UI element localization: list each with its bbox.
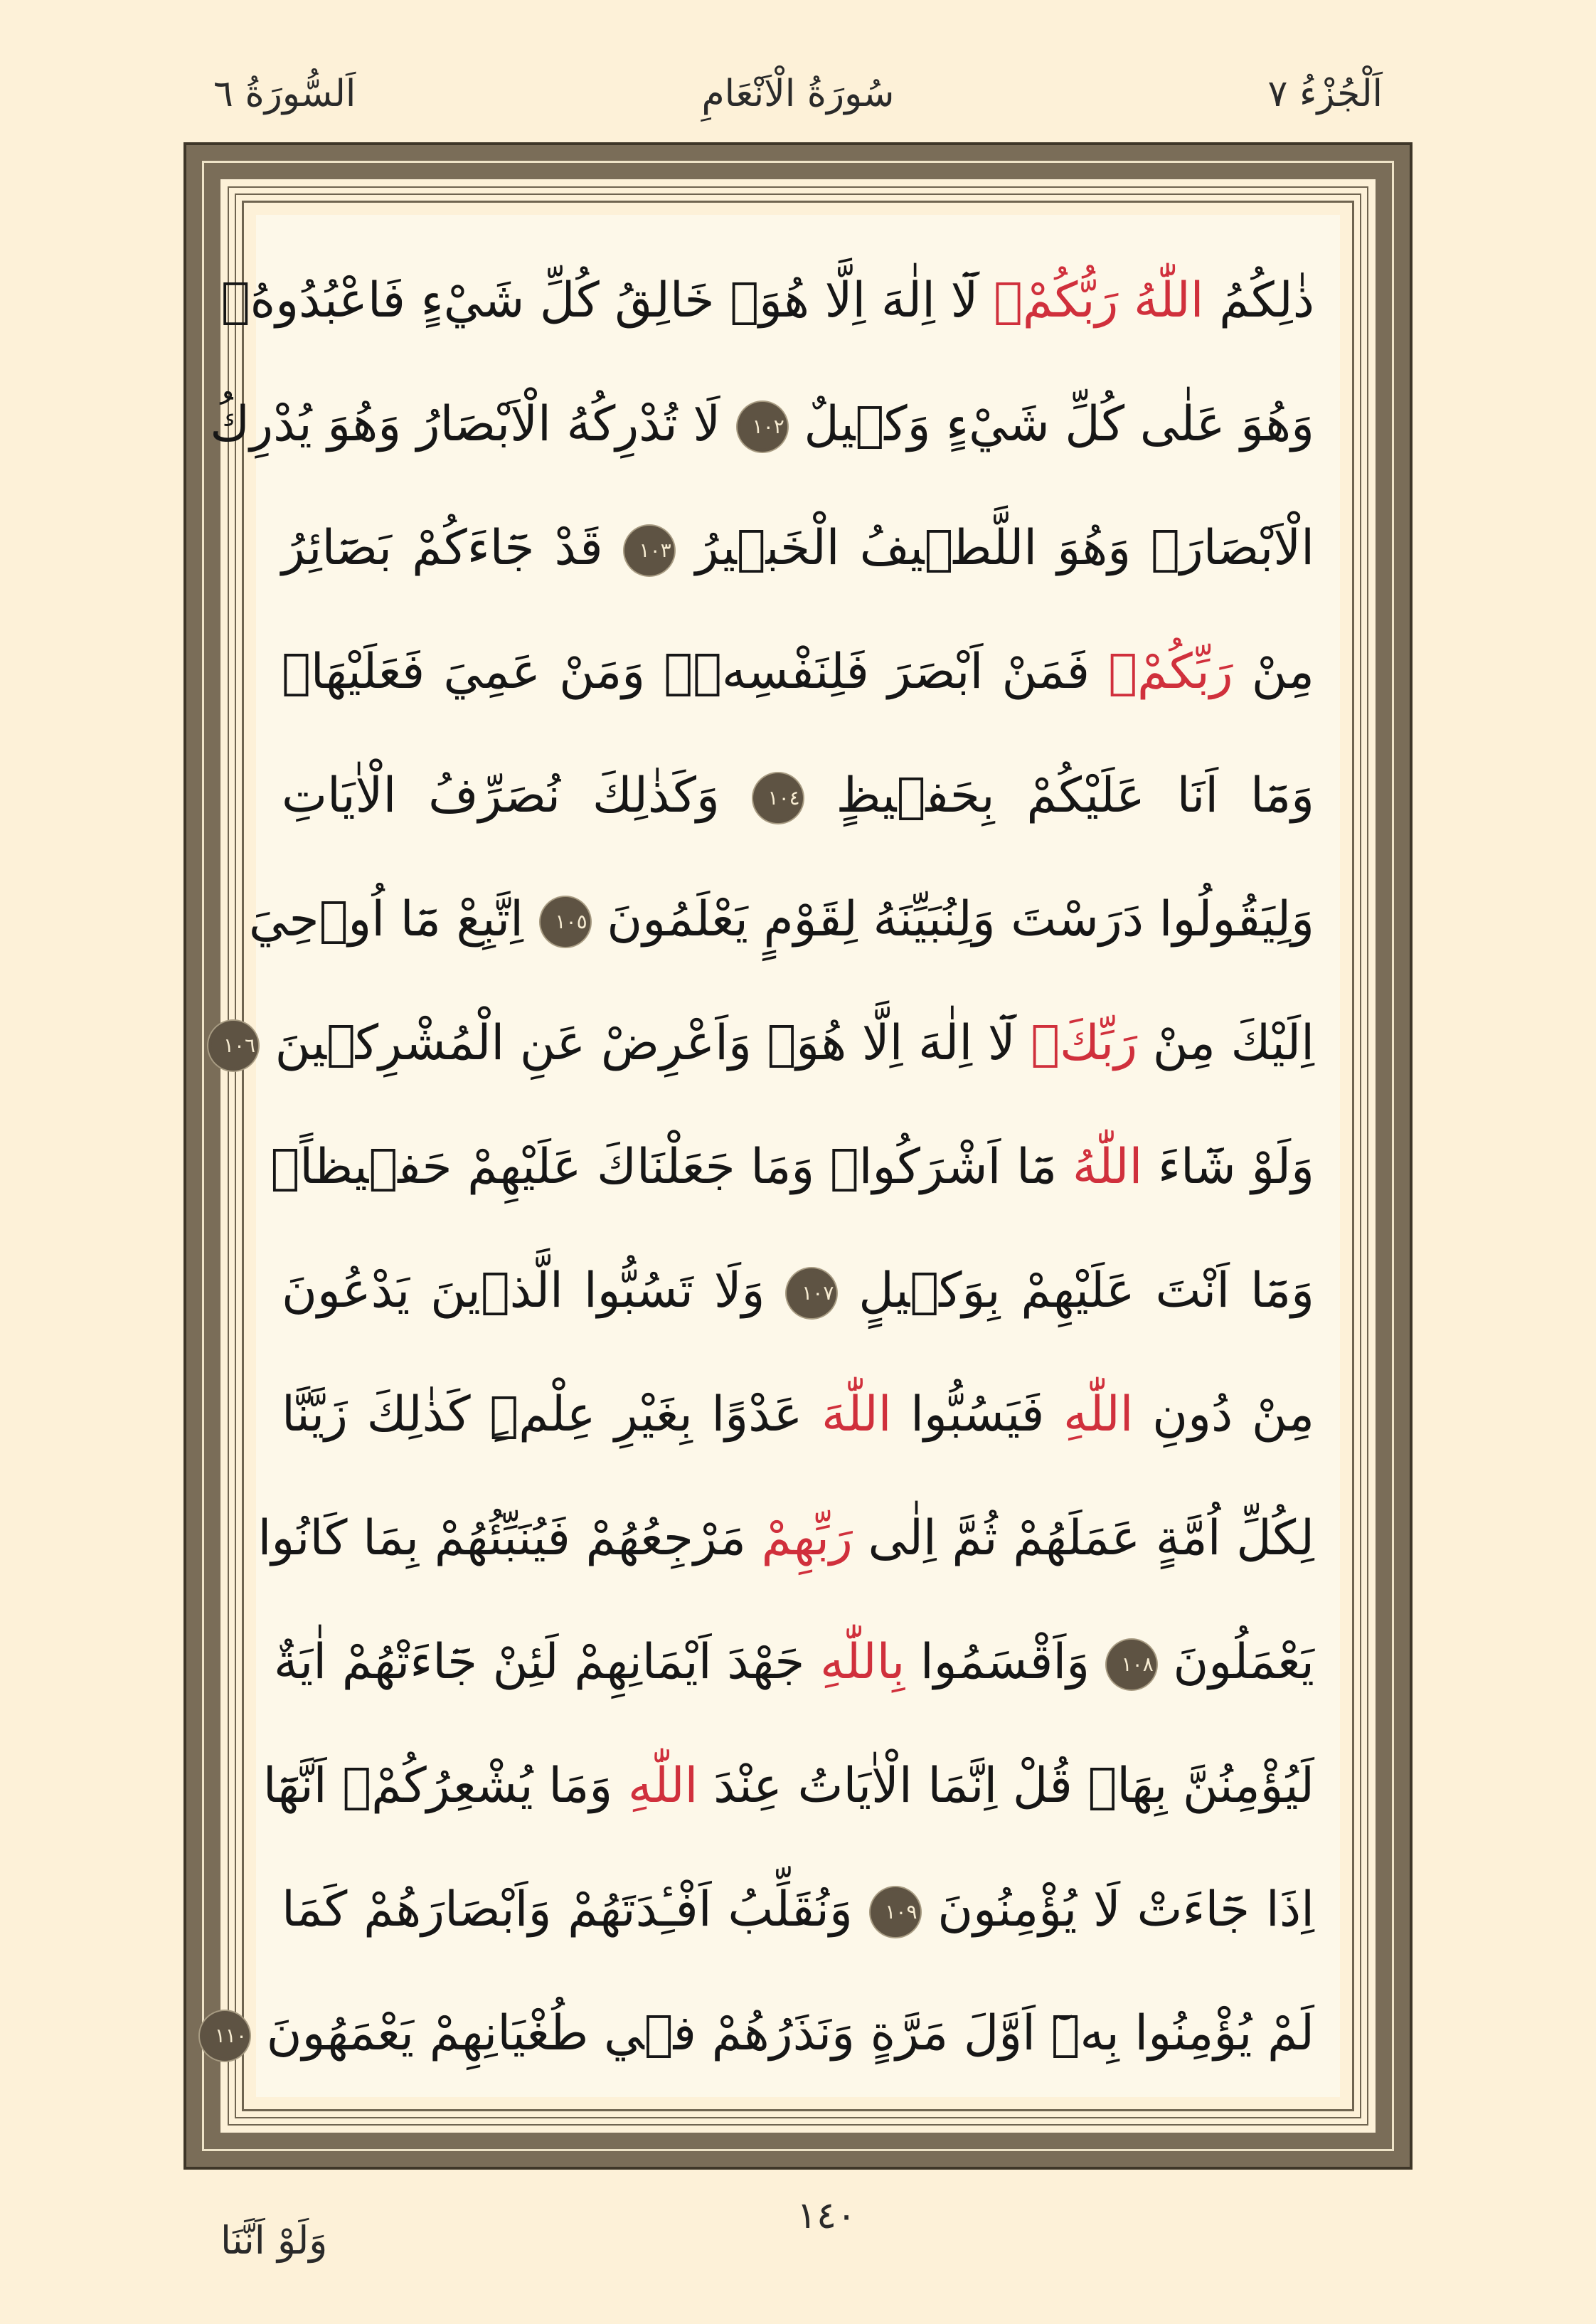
text-line bbox=[282, 1229, 1314, 1353]
verse-text: لَيُؤْمِنُنَّ بِهَاۜ قُلْ اِنَّمَا الْاٰيَاتُ عِنْدَ bbox=[698, 1758, 1314, 1814]
surah-number-label: اَلسُّورَةُ ٦ bbox=[213, 73, 356, 115]
verse-text: عَدْوًا بِغَيْرِ عِلْمٍۜ كَذٰلِكَ زَيَّنَّا bbox=[282, 1386, 821, 1443]
ayah-number-marker: ١٠٤ bbox=[756, 776, 800, 820]
verse-text: لَا تُدْرِكُهُ الْاَبْصَارُ وَهُوَ يُدْرِكُ bbox=[210, 396, 736, 452]
verse-text: وَنُقَلِّبُ اَفْـِٔدَتَهُمْ وَاَبْصَارَهُمْ كَمَا bbox=[282, 1882, 869, 1938]
page-number: ١٤٠ bbox=[797, 2195, 856, 2237]
divine-name-text: اللّٰهُ رَبُّكُمْۚ bbox=[993, 272, 1204, 329]
verse-text: لِكُلِّ اُمَّةٍ عَمَلَهُمْ ثُمَّ اِلٰى bbox=[852, 1510, 1314, 1566]
verse-text: لَٓا اِلٰهَ اِلَّا هُوَۚ وَاَعْرِضْ عَنِ الْمُشْرِكٖينَ bbox=[260, 1015, 1031, 1071]
verse-text: ذٰلِكُمُ bbox=[1203, 272, 1314, 329]
page-header bbox=[0, 58, 1596, 137]
verse-text: فَمَنْ اَبْصَرَ فَلِنَفْسِهٖۚ وَمَنْ عَمِيَ فَعَلَيْهَاۜ bbox=[282, 644, 1109, 700]
ayah-number-marker: ١٠٨ bbox=[1110, 1643, 1154, 1687]
text-line bbox=[282, 1848, 1314, 1972]
verse-text: وَمَٓا اَنْتَ عَلَيْهِمْ بِوَكٖيلٍ bbox=[838, 1263, 1314, 1319]
verse-text: مَٓا اَشْرَكُواۜ وَمَا جَعَلْنَاكَ عَلَيْهِمْ حَفٖيظاًۚ bbox=[270, 1139, 1073, 1195]
verse-text: لَمْ يُؤْمِنُوا بِهٖٓ اَوَّلَ مَرَّةٍ وَنَذَرُهُمْ فٖي طُغْيَانِهِمْ يَعْمَهُونَ bbox=[251, 2005, 1314, 2062]
text-line bbox=[248, 858, 1314, 982]
divine-name-text: اللّٰهَ bbox=[821, 1386, 892, 1443]
juz-label: اَلْجُزْءُ ٧ bbox=[1267, 73, 1383, 115]
verse-text: اِتَّبِعْ مَٓا اُو۫حِيَ bbox=[248, 891, 539, 948]
verse-text: وَلَوْ شَٓاءَ bbox=[1142, 1139, 1314, 1195]
text-line bbox=[223, 982, 1314, 1105]
text-line bbox=[262, 1724, 1314, 1848]
verse-text: مِنْ دُونِ bbox=[1133, 1386, 1315, 1443]
text-line bbox=[220, 239, 1314, 363]
divine-name-text: اللّٰهِ bbox=[627, 1758, 698, 1814]
divine-name-text: رَبِّكُمْۚ bbox=[1108, 644, 1233, 700]
divine-name-text: اللّٰهِ bbox=[1063, 1386, 1134, 1443]
ayah-number-marker: ١٠٩ bbox=[873, 1890, 917, 1934]
verse-text: مِنْ bbox=[1233, 644, 1314, 700]
surah-title: سُورَةُ الْاَنْعَامِ bbox=[701, 73, 895, 115]
ayah-number-marker: ١٠٣ bbox=[627, 529, 671, 573]
ayah-number-marker: ١١٠ bbox=[203, 2014, 247, 2058]
text-line bbox=[210, 363, 1314, 487]
verse-text: مَرْجِعُهُمْ فَيُنَبِّئُهُمْ بِمَا كَانُوا bbox=[257, 1510, 762, 1566]
catchword: وَلَوْ اَنَّنَا bbox=[220, 2218, 328, 2263]
verse-text: اِذَا جَٓاءَتْ لَا يُؤْمِنُونَ bbox=[921, 1882, 1314, 1938]
verse-text: وَهُوَ عَلٰى كُلِّ شَيْءٍ وَكٖيلٌ bbox=[788, 396, 1314, 452]
text-line bbox=[282, 734, 1314, 858]
verse-text: وَمَا يُشْعِرُكُمْۙ اَنَّهَٓا bbox=[262, 1758, 628, 1814]
divine-name-text: بِاللّٰهِ bbox=[819, 1634, 905, 1690]
text-line bbox=[282, 487, 1314, 610]
frame-band bbox=[210, 179, 1376, 2133]
verse-text: وَلِيَقُولُوا دَرَسْتَ وَلِنُبَيِّنَهُ لِقَوْمٍ يَعْلَمُونَ bbox=[591, 891, 1314, 948]
verse-text: قَدْ جَٓاءَكُمْ بَصَٓائِرُ bbox=[282, 520, 623, 576]
text-line bbox=[282, 1353, 1314, 1477]
text-line bbox=[257, 1477, 1314, 1601]
verse-text: فَيَسُبُّوا bbox=[891, 1386, 1063, 1443]
quran-text-block bbox=[210, 215, 1340, 2097]
verse-text: يَعْمَلُونَ bbox=[1157, 1634, 1314, 1690]
ayah-number-marker: ١٠٧ bbox=[789, 1271, 834, 1315]
verse-text: لَٓا اِلٰهَ اِلَّا هُوَۚ خَالِقُ كُلِّ شَيْءٍ فَاعْبُدُوهُۚ bbox=[220, 272, 994, 329]
verse-text: وَكَذٰلِكَ نُصَرِّفُ الْاٰيَاتِ bbox=[282, 768, 752, 824]
divine-name-text: اللّٰهُ bbox=[1072, 1139, 1143, 1195]
ornamental-frame bbox=[183, 142, 1413, 2170]
divine-name-text: رَبِّهِمْ bbox=[761, 1510, 853, 1566]
ayah-number-marker: ١٠٥ bbox=[543, 900, 587, 944]
text-line bbox=[273, 1601, 1314, 1724]
verse-text: وَمَٓا اَنَا عَلَيْكُمْ بِحَفٖيظٍ bbox=[804, 768, 1315, 824]
divine-name-text: رَبِّكَۚ bbox=[1031, 1015, 1138, 1071]
page-footer bbox=[0, 2187, 1596, 2287]
text-line bbox=[282, 610, 1314, 734]
verse-text: وَاَقْسَمُوا bbox=[905, 1634, 1105, 1690]
verse-text: اِلَيْكَ مِنْ bbox=[1137, 1015, 1314, 1071]
ayah-number-marker: ١٠٢ bbox=[740, 405, 784, 449]
ayah-number-marker: ١٠٦ bbox=[211, 1024, 255, 1068]
text-line bbox=[270, 1105, 1314, 1229]
text-line bbox=[214, 1972, 1314, 2096]
verse-text: الْاَبْصَارَۚ وَهُوَ اللَّطٖيفُ الْخَبٖيرُ bbox=[675, 520, 1314, 576]
verse-text: جَهْدَ اَيْمَانِهِمْ لَئِنْ جَٓاءَتْهُمْ اٰيَةٌ bbox=[273, 1634, 820, 1690]
verse-text: وَلَا تَسُبُّوا الَّذٖينَ يَدْعُونَ bbox=[282, 1263, 786, 1319]
